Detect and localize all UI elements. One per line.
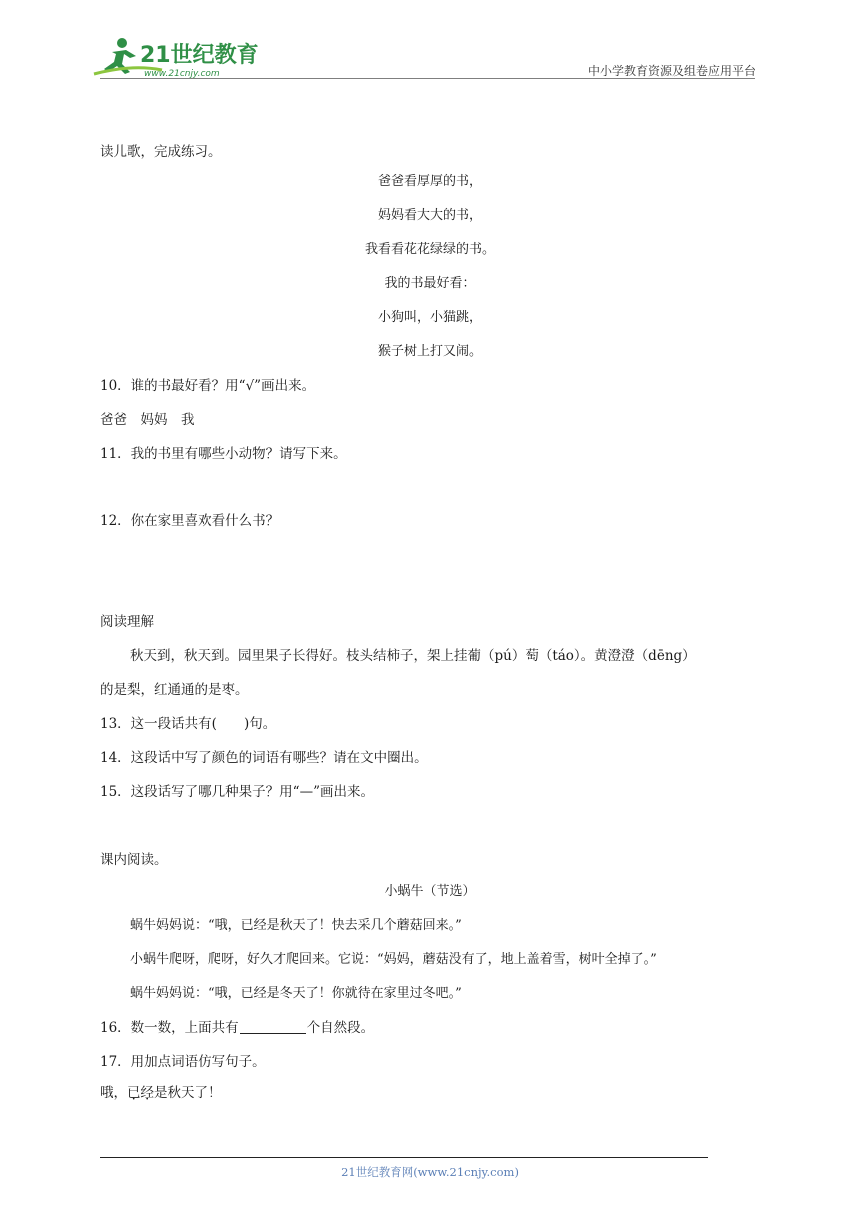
passage-paragraph-2: 小蜗牛爬呀，爬呀，好久才爬回来。它说：“妈妈，蘑菇没有了，地上盖着雪，树叶全掉了。” <box>130 952 657 967</box>
poem-line-3: 我看看花花绿绿的书。 <box>364 242 495 257</box>
poem-line-1: 爸爸看厚厚的书， <box>377 174 482 189</box>
question-10-options: 爸爸 妈妈 我 <box>100 412 195 428</box>
poem-line-4: 我的书最好看： <box>384 276 476 291</box>
poem-line-6: 猴子树上打又闹。 <box>377 344 482 359</box>
poem-line-5: 小狗叫，小猫跳， <box>377 310 482 325</box>
dotted-char-1: 已 <box>127 1085 141 1101</box>
question-17-example <box>100 1083 222 1103</box>
logo-text: 21世纪教育 <box>140 43 259 68</box>
question-16 <box>100 1018 374 1038</box>
section3-title: 课内阅读。 <box>100 852 168 868</box>
question-15: 15．这段话写了哪几种果子？用“—”画出来。 <box>100 784 374 800</box>
question-11: 11．我的书里有哪些小动物？请写下来。 <box>100 446 347 462</box>
poem-line-2: 妈妈看大大的书， <box>377 208 482 223</box>
footer-divider <box>100 1157 708 1158</box>
reading-paragraph-line-1: 秋天到，秋天到。园里果子长得好。枝头结柿子，架上挂葡（pú）萄（táo）。黄澄澄（dēng） <box>130 648 696 664</box>
example-text-start: 哦， <box>100 1085 127 1101</box>
header-divider <box>100 78 755 79</box>
question-14: 14．这段话中写了颜色的词语有哪些？请在文中圈出。 <box>100 750 428 766</box>
passage-title: 小蜗牛（节选） <box>384 884 476 899</box>
example-text-end: 是秋天了！ <box>154 1085 222 1101</box>
dotted-char-2: 经 <box>140 1085 154 1101</box>
question-16-text-before: 16．数一数，上面共有 <box>100 1020 239 1036</box>
logo-url: www.21cnjy.com <box>144 69 220 79</box>
header-platform-text: 中小学教育资源及组卷应用平台 <box>587 64 756 78</box>
answer-blank[interactable] <box>240 1019 306 1034</box>
question-12: 12．你在家里喜欢看什么书？ <box>100 513 280 529</box>
reading-paragraph-line-2: 的是梨，红通通的是枣。 <box>100 682 249 698</box>
question-16-text-after: 个自然段。 <box>306 1020 375 1036</box>
question-13: 13．这一段话共有( )句。 <box>100 716 277 732</box>
passage-paragraph-3: 蜗牛妈妈说：“哦，已经是冬天了！你就待在家里过冬吧。” <box>130 986 462 1001</box>
section1-intro: 读儿歌，完成练习。 <box>100 144 222 160</box>
passage-paragraph-1: 蜗牛妈妈说：“哦，已经是秋天了！快去采几个蘑菇回来。” <box>130 918 462 933</box>
question-10: 10．谁的书最好看？用“√”画出来。 <box>100 378 316 394</box>
section2-title: 阅读理解 <box>100 614 154 630</box>
question-17: 17．用加点词语仿写句子。 <box>100 1054 266 1070</box>
site-logo <box>92 34 262 80</box>
footer-text: 21世纪教育网(www.21cnjy.com) <box>341 1165 519 1179</box>
